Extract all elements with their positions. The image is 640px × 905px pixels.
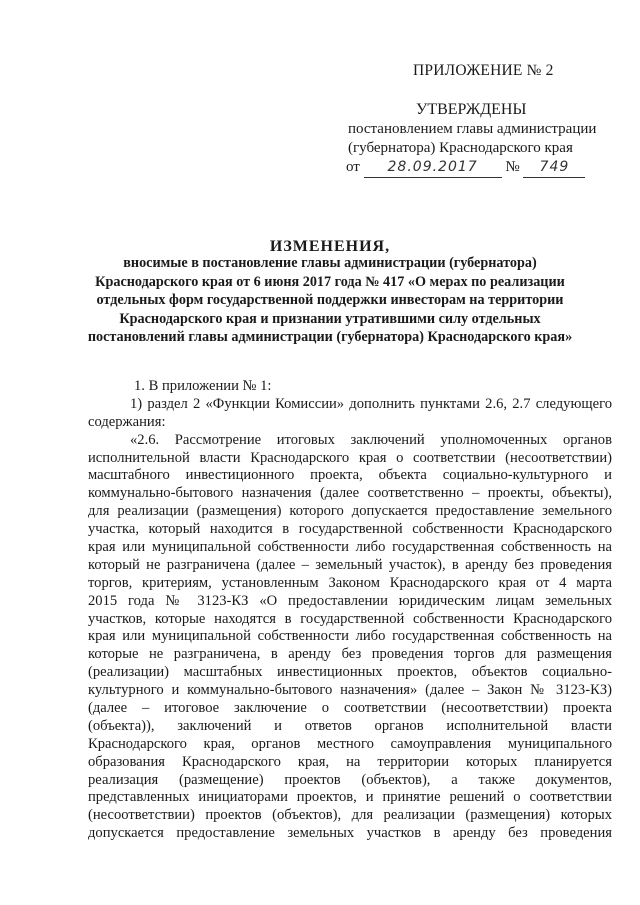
body-line: «2.6. Рассмотрение итоговых заключений уполномоченных органов: [130, 431, 612, 448]
approved-heading: УТВЕРЖДЕНЫ: [416, 101, 527, 118]
date-number-line: [340, 158, 610, 178]
body-line: (реализации) масштабных инвестиционных проектов, объектов социально-: [88, 664, 612, 681]
approved-line-2: (губернатора) Краснодарского края: [348, 140, 573, 156]
body-line: которые не разграничена, в аренду без проведения торгов для размещения: [88, 646, 612, 663]
body-line: допускается предоставление земельных участков в аренду без проведения: [88, 825, 612, 842]
body-line: участков, которые находятся в государственной собственности Краснодарского: [88, 610, 612, 627]
document-body: [88, 378, 612, 843]
subtitle-line: постановлений главы администрации (губернатора) Краснодарского края»: [87, 329, 573, 345]
body-line: реализация (размещение) проектов (объектов), а также документов,: [88, 771, 612, 788]
subtitle-line: Краснодарского края и признании утратившими силу отдельных: [119, 310, 541, 327]
document-subtitle: [38, 254, 622, 347]
body-line: Краснодарского края, органов местного самоуправления муниципального: [88, 735, 612, 752]
body-line: торгов, критериям, установленным Законом Краснодарского края от 4 марта: [88, 574, 612, 591]
body-line: который не разграничена (далее – земельный участок), в аренду без проведения: [88, 556, 612, 573]
body-line: края или муниципальной собственности либо государственная собственность на: [88, 628, 612, 645]
date-field: 28.09.2017: [364, 158, 502, 178]
body-line: коммунально-бытового назначения (далее соответственно – проекты, объекты),: [88, 485, 612, 502]
number-field: 749: [523, 158, 585, 178]
appendix-label: ПРИЛОЖЕНИЕ № 2: [413, 62, 554, 79]
body-line: 1. В приложении № 1:: [134, 378, 272, 394]
body-line: культурного и коммунально-бытового назначения» (далее – Закон № 3123-КЗ): [88, 682, 612, 699]
body-line: (несоответствии) проектов (объектов), для реализации (размещения) которых: [88, 807, 612, 824]
number-prefix: №: [505, 159, 520, 175]
body-line: образования Краснодарского края, на территории которых планируется: [88, 753, 612, 770]
body-line: исполнительной власти Краснодарского края о соответствии (несоответствии): [88, 449, 612, 466]
document-title: ИЗМЕНЕНИЯ,: [269, 238, 391, 255]
body-line: участка, который находится в государственной собственности Краснодарского: [88, 521, 612, 538]
subtitle-line: Краснодарского края от 6 июня 2017 года № 417 «О мерах по реализации: [95, 273, 565, 290]
body-line: представленных инициаторами проектов, и принятие решений о соответствии: [88, 789, 612, 806]
body-line: 2015 года № 3123-КЗ «О предоставлении юридическим лицам земельных: [88, 592, 612, 609]
body-line: для реализации (размещения) которого допускается предоставление земельного: [88, 503, 612, 520]
date-prefix: от: [346, 159, 360, 175]
body-line: (объекта)), заключений и ответов органов исполнительной власти: [88, 717, 612, 734]
body-line: (далее – итоговое заключение о соответствии (несоответствии) проекта: [88, 700, 612, 717]
body-line: края или муниципальной собственности либо государственная собственность на: [88, 539, 612, 556]
subtitle-line: вносимые в постановление главы администрации (губернатора): [123, 255, 537, 271]
body-line: масштабного инвестиционного проекта, объекта социально-культурного и: [88, 467, 612, 484]
body-line: содержания:: [88, 413, 166, 430]
body-line: 1) раздел 2 «Функции Комиссии» дополнить пунктами 2.6, 2.7 следующего: [130, 395, 612, 412]
approved-line-1: постановлением главы администрации: [348, 121, 597, 137]
approval-block: [340, 100, 610, 178]
subtitle-line: отдельных форм государственной поддержки инвесторам на территории: [96, 292, 564, 308]
